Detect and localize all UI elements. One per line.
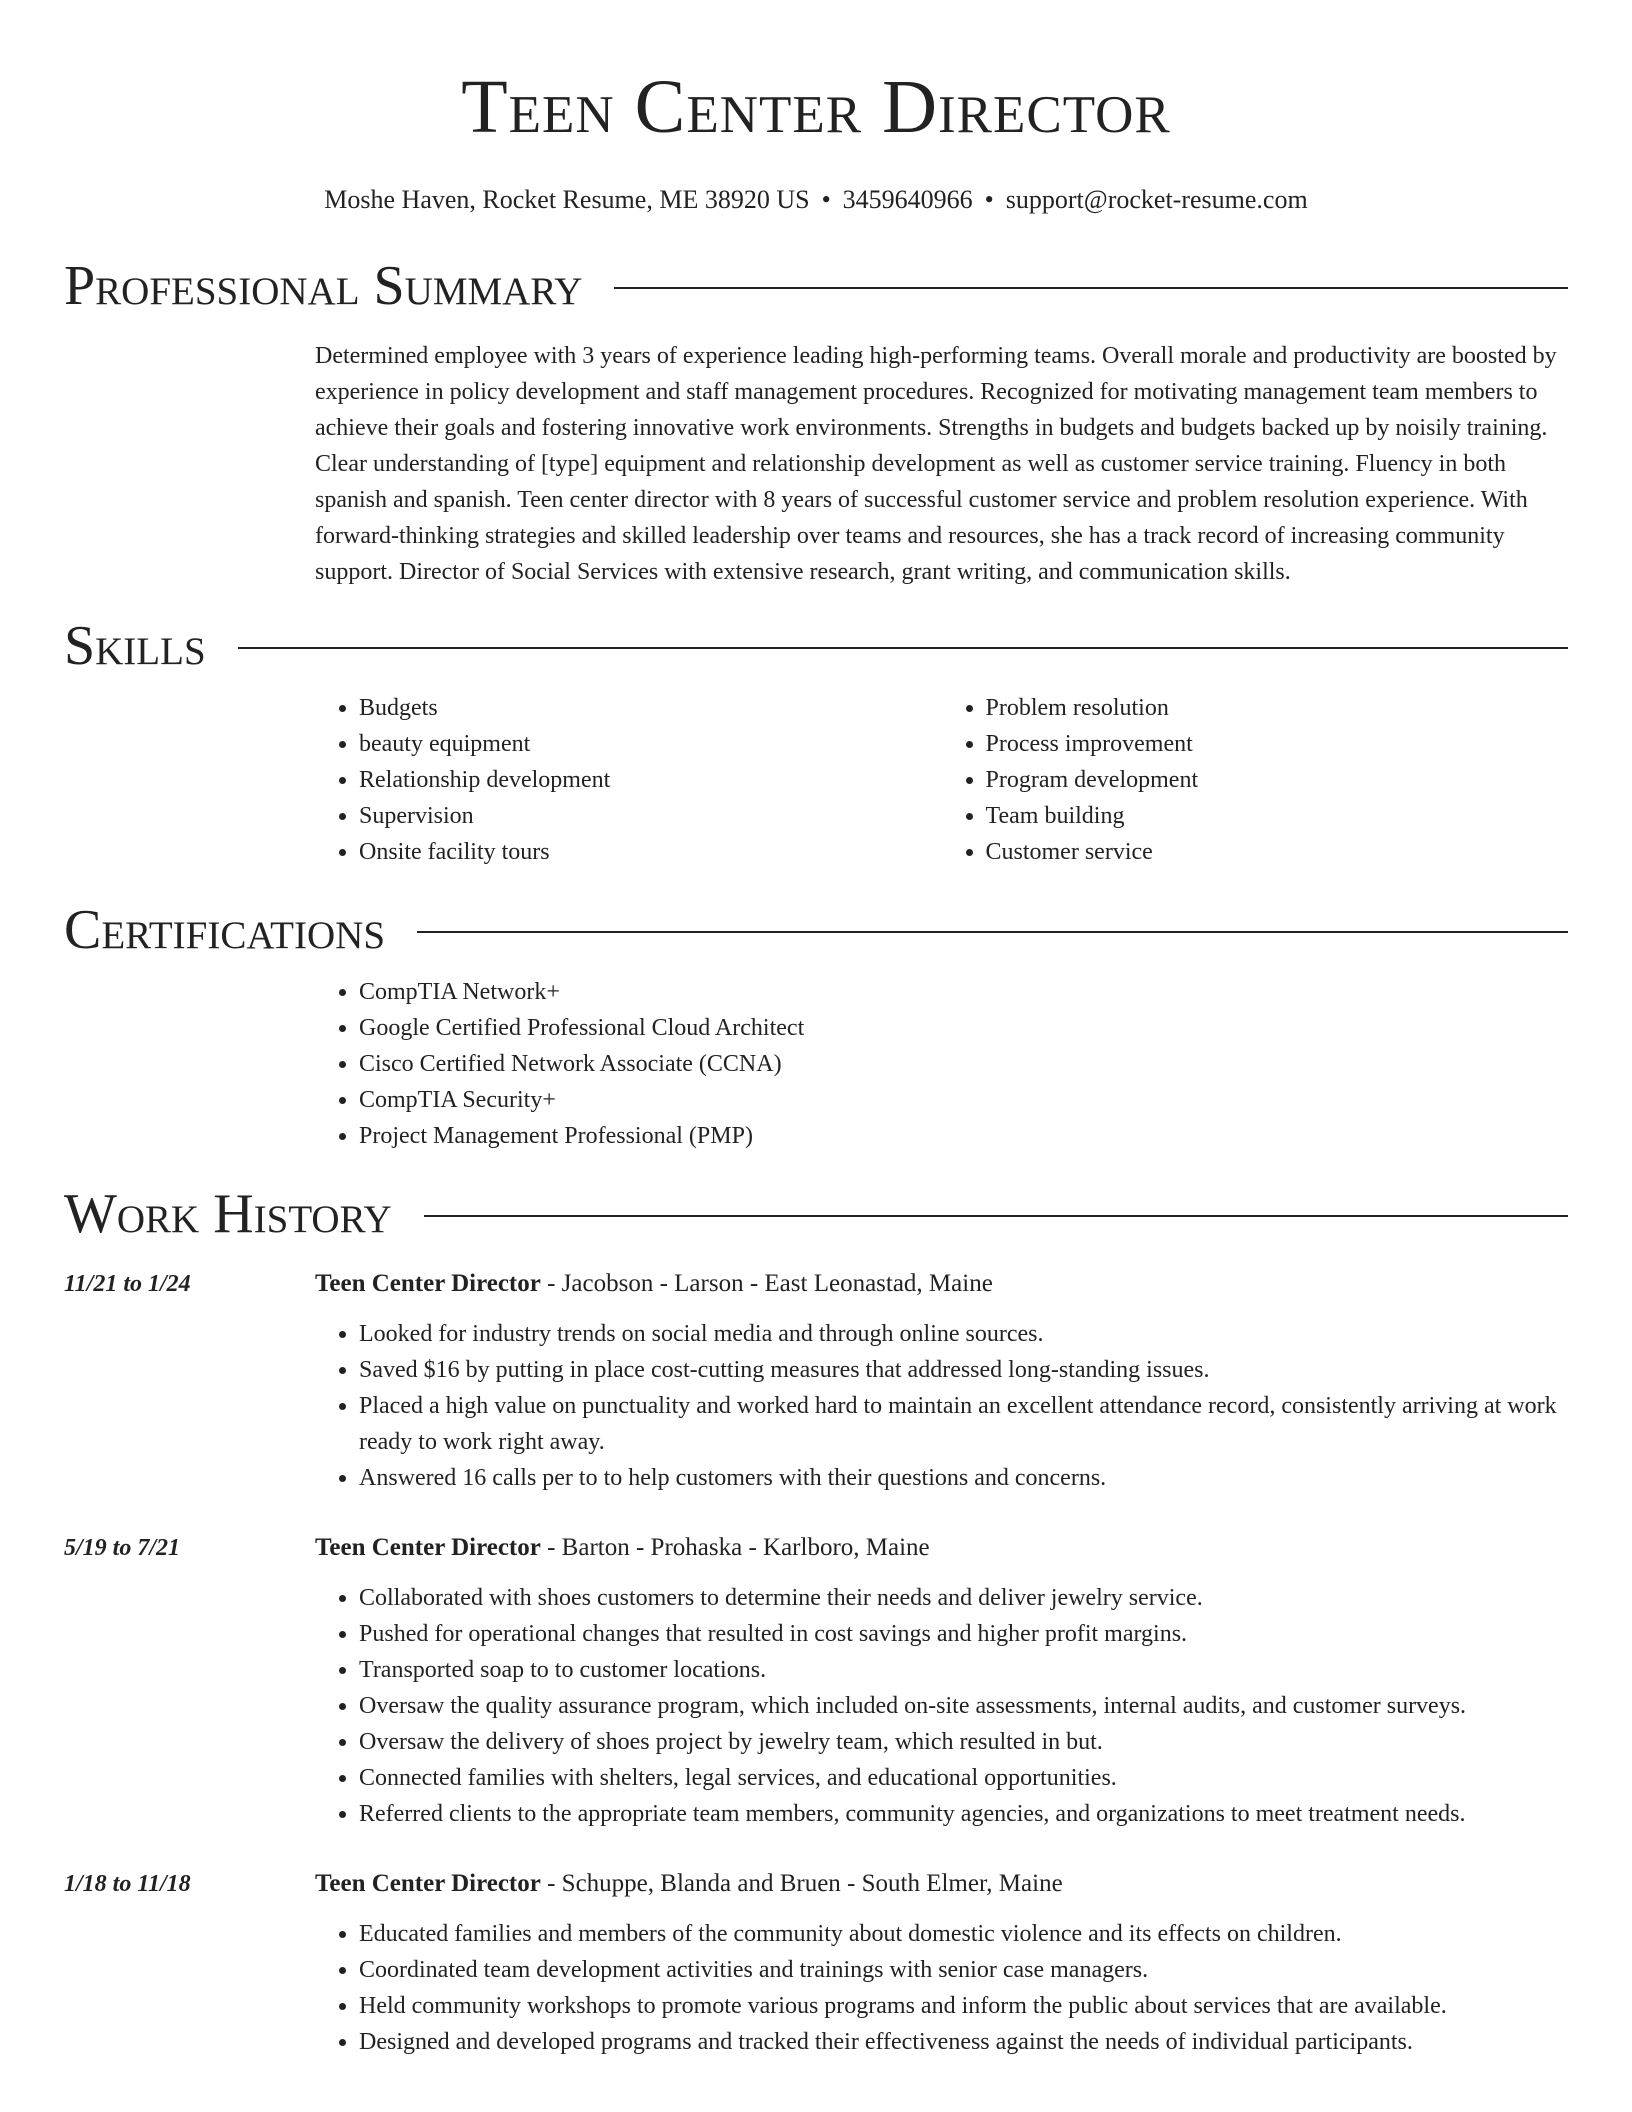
certification-item: • Cisco Certified Network Associate (CCNA) <box>359 1046 1568 1082</box>
job-bullets <box>315 1316 1568 1496</box>
job-bullet: • Transported soap to to customer locations. <box>359 1652 1568 1688</box>
job-bullet: • Coordinated team development activities and trainings with senior case managers. <box>359 1952 1568 1988</box>
skills-grid <box>315 690 1568 870</box>
job-title: Teen Center Director <box>315 1270 541 1297</box>
work-history-header <box>64 1182 1568 1246</box>
section-rule <box>424 1215 1568 1217</box>
skills-section <box>0 614 1632 870</box>
job-dates: 11/21 to 1/24 <box>64 1271 191 1297</box>
job-dates: 5/19 to 7/21 <box>64 1535 181 1561</box>
contact-line <box>0 184 1632 216</box>
job-bullet: • Designed and developed programs and tracked their effectiveness against the needs of individual participants. <box>359 2024 1568 2060</box>
job-bullet: • Held community workshops to promote various programs and inform the public about services that are available. <box>359 1988 1568 2024</box>
job-dates: 1/18 to 11/18 <box>64 1871 191 1897</box>
job-details: - Jacobson - Larson - East Leonastad, Maine <box>540 1270 993 1297</box>
certifications-list-wrap <box>315 974 1568 1154</box>
skill-item: • Program development <box>986 762 1569 798</box>
job-details: - Barton - Prohaska - Karlboro, Maine <box>540 1534 930 1561</box>
contact-email: support@rocket-resume.com <box>1005 185 1308 214</box>
job-bullets <box>315 1916 1568 2060</box>
skill-item: • Customer service <box>986 834 1569 870</box>
skill-item: • Relationship development <box>359 762 942 798</box>
job-title-line <box>315 1530 1568 1566</box>
skill-item: • Onsite facility tours <box>359 834 942 870</box>
job-bullets <box>315 1580 1568 1832</box>
contact-separator: • <box>984 185 994 214</box>
certification-item: • Project Management Professional (PMP) <box>359 1118 1568 1154</box>
section-rule <box>238 647 1568 649</box>
skill-item: • Supervision <box>359 798 942 834</box>
job-bullet: • Referred clients to the appropriate team members, community agencies, and organizations to meet treatment needs. <box>359 1796 1568 1832</box>
job-title: Teen Center Director <box>315 1870 541 1897</box>
contact-separator: • <box>821 185 831 214</box>
skill-item: • beauty equipment <box>359 726 942 762</box>
job-bullet: • Educated families and members of the community about domestic violence and its effects on children. <box>359 1916 1568 1952</box>
work-history-section <box>0 1182 1632 2060</box>
job-info <box>315 1530 1568 1832</box>
job-bullet: • Looked for industry trends on social media and through online sources. <box>359 1316 1568 1352</box>
job-bullet: • Answered 16 calls per to to help customers with their questions and concerns. <box>359 1460 1568 1496</box>
certifications-header <box>64 898 1568 962</box>
job-info <box>315 1266 1568 1496</box>
skills-list-left <box>315 690 942 870</box>
summary-header <box>64 254 1568 318</box>
work-history-heading: Work History <box>64 1183 392 1245</box>
job-bullet: • Oversaw the quality assurance program, which included on-site assessments, internal audits, and customer surveys. <box>359 1688 1568 1724</box>
skill-item: • Team building <box>986 798 1569 834</box>
job-bullet: • Oversaw the delivery of shoes project by jewelry team, which resulted in but. <box>359 1724 1568 1760</box>
section-rule <box>417 931 1568 933</box>
job-entry <box>64 1866 1568 2060</box>
job-details: - Schuppe, Blanda and Bruen - South Elmer, Maine <box>540 1870 1063 1897</box>
certifications-heading: Certifications <box>64 899 386 961</box>
certification-item: • CompTIA Network+ <box>359 974 1568 1010</box>
job-title-line <box>315 1866 1568 1902</box>
certification-item: • CompTIA Security+ <box>359 1082 1568 1118</box>
skill-item: • Process improvement <box>986 726 1569 762</box>
section-rule <box>614 287 1568 289</box>
job-bullet: • Saved $16 by putting in place cost-cutting measures that addressed long-standing issues. <box>359 1352 1568 1388</box>
summary-heading: Professional Summary <box>64 255 583 317</box>
contact-phone: 3459640966 <box>842 185 973 214</box>
summary-section <box>0 254 1632 590</box>
skill-item: • Budgets <box>359 690 942 726</box>
job-entry <box>64 1530 1568 1832</box>
skills-heading: Skills <box>64 615 206 677</box>
job-bullet: • Connected families with shelters, legal services, and educational opportunities. <box>359 1760 1568 1796</box>
job-entry <box>64 1266 1568 1496</box>
contact-address: Moshe Haven, Rocket Resume, ME 38920 US <box>324 185 810 214</box>
summary-text: Determined employee with 3 years of experience leading high-performing teams. Overall morale and productivity are boosted by experience in policy development and staff management procedures. Recognized for motivating management team members to achieve their goals and fostering innovative work environments. Strengths in budgets and budgets backed up by noisily training. Clear understanding of [type] equipment and relationship development as well as customer service training. Fluency in both spanish and spanish. Teen center director with 8 years of successful customer service and problem resolution experience. With forward-thinking strategies and skilled leadership over teams and resources, she has a track record of increasing community support. Director of Social Services with extensive research, grant writing, and communication skills. <box>315 343 1557 585</box>
job-title-line <box>315 1266 1568 1302</box>
job-bullet: • Collaborated with shoes customers to determine their needs and deliver jewelry service. <box>359 1580 1568 1616</box>
job-bullet: • Pushed for operational changes that resulted in cost savings and higher profit margins. <box>359 1616 1568 1652</box>
skills-header <box>64 614 1568 678</box>
certifications-list <box>315 974 1568 1154</box>
certifications-section <box>0 898 1632 1154</box>
job-title: Teen Center Director <box>315 1534 541 1561</box>
skills-list-right <box>942 690 1569 870</box>
job-info <box>315 1866 1568 2060</box>
job-bullet: • Placed a high value on punctuality and worked hard to maintain an excellent attendance record, consistently arriving at work ready to work right away. <box>359 1388 1568 1460</box>
certification-item: • Google Certified Professional Cloud Architect <box>359 1010 1568 1046</box>
resume-title: Teen Center Director <box>461 65 1171 149</box>
skill-item: • Problem resolution <box>986 690 1569 726</box>
